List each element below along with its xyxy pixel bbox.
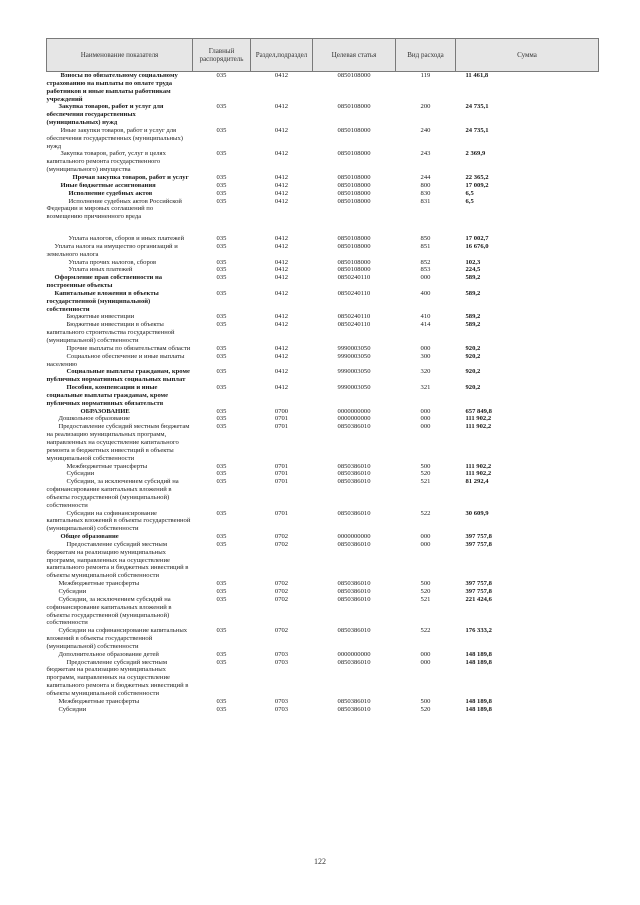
table-row (47, 510, 599, 534)
row-section: 0701 (274, 423, 289, 431)
row-amount: 920,2 (465, 368, 481, 376)
row-section: 0412 (274, 72, 289, 79)
row-article: 0850386010 (337, 595, 371, 603)
budget-table (46, 38, 599, 714)
page-number: 122 (314, 857, 326, 866)
row-section: 0702 (274, 540, 289, 548)
row-name: Субсидии на софинансирование капитальных вложений в объекты государственной (муниципальной) собственности (46, 627, 188, 650)
table-row (47, 596, 599, 627)
row-distributor: 035 (216, 580, 227, 588)
row-distributor: 035 (216, 368, 227, 376)
row-amount: 16 676,0 (465, 242, 489, 250)
row-name: Взносы по обязательному социальному страхованию на выплаты по оплате труда работников и иные выплаты работникам учреждений (46, 72, 178, 103)
row-name: Уплата прочих налогов, сборов (68, 258, 157, 266)
row-section: 0702 (274, 533, 289, 541)
row-name: ОБРАЗОВАНИЕ (80, 407, 130, 415)
row-name: Предоставление субсидий местным бюджетам на реализацию муниципальных программ, направленных на осуществление капитального ремонта и бюджетных инвестиций в объекты муниципальной собственности (46, 540, 189, 580)
row-name: Социальное обеспечение и иные выплаты населению (46, 352, 185, 368)
row-name: Закупка товаров, работ, услуг в целях капитального ремонта государственного (муниципального) имущества (46, 150, 166, 174)
row-article: 0850386010 (337, 462, 371, 470)
row-name: Субсидии, за исключением субсидий на софинансирование капитальных вложений в объекты государственной (муниципальной) собственности (46, 478, 179, 509)
row-distributor: 035 (216, 126, 227, 134)
table-row (47, 627, 599, 651)
row-section: 0701 (274, 470, 289, 478)
row-expense-type: 853 (420, 266, 431, 274)
row-name: Прочие выплаты по обязательствам области (66, 344, 191, 352)
row-name: Предоставление субсидий местным бюджетам на реализацию муниципальных программ, направленных на осуществление капитального ремонта и бюджетных инвестиций в объекты муниципальной собственности (46, 658, 189, 697)
row-distributor: 035 (216, 242, 227, 250)
row-amount: 920,2 (465, 384, 481, 392)
row-section: 0701 (274, 415, 289, 423)
row-article: 0850386010 (337, 580, 371, 588)
row-article: 0850108000 (337, 126, 371, 134)
row-distributor: 035 (216, 72, 227, 79)
row-name: Бюджетные инвестиции (66, 313, 135, 321)
row-section: 0701 (274, 478, 289, 486)
row-name: Социальные выплаты гражданам, кроме публичных нормативных социальных выплат (46, 368, 190, 384)
table-header (47, 39, 599, 72)
row-expense-type: 000 (420, 658, 431, 666)
row-name: Дошкольное образование (58, 415, 130, 423)
row-article: 0850386010 (337, 478, 371, 486)
row-amount: 148 189,8 (465, 697, 492, 705)
table-row (47, 470, 599, 478)
row-distributor: 035 (216, 289, 227, 297)
column-header-distributor: Главный распорядитель (193, 39, 251, 72)
row-amount: 17 002,7 (465, 235, 489, 243)
row-expense-type: 522 (420, 627, 431, 635)
row-section: 0412 (274, 274, 289, 282)
row-name: Закупка товаров, работ и услуг для обеспечения государственных (муниципальных) нужд (46, 103, 164, 127)
row-section: 0412 (274, 126, 289, 134)
row-article: 0850108000 (337, 197, 371, 205)
row-article: 0850240110 (337, 321, 371, 329)
row-article: 0850386010 (337, 588, 371, 595)
row-amount: 657 849,8 (465, 407, 492, 415)
table-row (47, 353, 599, 369)
row-article: 9990003050 (337, 384, 371, 392)
row-section: 0412 (274, 181, 289, 189)
table-row (47, 651, 599, 659)
row-distributor: 035 (216, 423, 227, 431)
row-section: 0412 (274, 289, 289, 297)
row-distributor: 035 (216, 470, 227, 478)
row-distributor: 035 (216, 173, 227, 181)
row-section: 0702 (274, 627, 289, 635)
table-row (47, 235, 599, 243)
row-section: 0701 (274, 509, 289, 517)
row-distributor: 035 (216, 627, 227, 635)
row-expense-type: 000 (420, 423, 431, 431)
row-article: 0850108000 (337, 181, 371, 189)
row-distributor: 035 (216, 650, 227, 658)
row-section: 0412 (274, 189, 289, 197)
table-row (47, 463, 599, 471)
column-header-amount: Сумма (456, 39, 599, 72)
table-row (47, 384, 599, 408)
table-row (47, 259, 599, 267)
row-distributor: 035 (216, 266, 227, 274)
row-name: Бюджетные инвестиции в объекты капитального строительства государственной (муниципальной) собственности (46, 321, 175, 344)
row-section: 0412 (274, 384, 289, 392)
row-article: 0850386010 (337, 423, 371, 431)
row-amount: 920,2 (465, 344, 481, 352)
row-expense-type: 830 (420, 189, 431, 197)
row-expense-type: 521 (420, 595, 431, 603)
table-row (47, 198, 599, 222)
row-distributor: 035 (216, 415, 227, 423)
row-article: 0850386010 (337, 697, 371, 705)
row-name: Капитальные вложения в объекты государственной (муниципальной) собственности (46, 289, 159, 313)
row-amount: 6,5 (465, 197, 474, 205)
row-amount: 2 369,9 (465, 150, 486, 158)
row-expense-type: 850 (420, 235, 431, 243)
row-amount: 589,2 (465, 313, 481, 321)
row-distributor: 035 (216, 344, 227, 352)
table-row (47, 698, 599, 706)
row-distributor: 035 (216, 150, 227, 158)
row-amount: 397 757,8 (465, 533, 492, 541)
row-amount: 24 735,1 (465, 103, 489, 111)
table-body (47, 72, 599, 714)
row-section: 0412 (274, 344, 289, 352)
row-distributor: 035 (216, 352, 227, 360)
row-amount: 11 461,8 (465, 72, 489, 79)
row-amount: 920,2 (465, 352, 481, 360)
table-row (47, 706, 599, 714)
row-amount: 111 902,2 (465, 415, 492, 423)
row-amount: 111 902,2 (465, 423, 492, 431)
row-name: Межбюджетные трансферты (58, 580, 140, 588)
row-section: 0703 (274, 650, 289, 658)
row-distributor: 035 (216, 705, 227, 713)
row-name: Иные бюджетные ассигнования (60, 181, 156, 189)
row-expense-type: 000 (420, 415, 431, 423)
table-row (47, 150, 599, 174)
row-expense-type: 000 (420, 407, 431, 415)
row-distributor: 035 (216, 697, 227, 705)
row-article: 0850108000 (337, 189, 371, 197)
row-expense-type: 500 (420, 462, 431, 470)
row-article: 9990003050 (337, 344, 371, 352)
row-distributor: 035 (216, 509, 227, 517)
table-row (47, 127, 599, 151)
row-distributor: 035 (216, 478, 227, 486)
row-expense-type: 244 (420, 173, 431, 181)
row-article: 0000000000 (337, 407, 371, 415)
row-distributor: 035 (216, 595, 227, 603)
row-name: Иные закупки товаров, работ и услуг для обеспечения государственных (муниципальных) нужд (46, 126, 183, 150)
table-row (47, 533, 599, 541)
row-name: Уплата налогов, сборов и иных платежей (68, 235, 184, 243)
row-article: 0850108000 (337, 266, 371, 274)
row-article: 0000000000 (337, 650, 371, 658)
row-amount: 111 902,2 (465, 470, 492, 478)
row-section: 0412 (274, 352, 289, 360)
row-distributor: 035 (216, 274, 227, 282)
row-article: 0850108000 (337, 258, 371, 266)
row-article: 0850108000 (337, 103, 371, 111)
row-name: Субсидии (58, 588, 87, 595)
table-row (47, 72, 599, 104)
row-section: 0412 (274, 103, 289, 111)
row-expense-type: 800 (420, 181, 431, 189)
table-row (47, 580, 599, 588)
table-row (47, 478, 599, 509)
row-amount: 221 424,6 (465, 595, 492, 603)
row-expense-type: 500 (420, 580, 431, 588)
row-distributor: 035 (216, 321, 227, 329)
row-distributor: 035 (216, 540, 227, 548)
row-distributor: 035 (216, 313, 227, 321)
row-amount: 102,3 (465, 258, 481, 266)
row-name: Оформление прав собственности на построенные объекты (46, 274, 163, 290)
row-expense-type: 000 (420, 533, 431, 541)
table-row (47, 243, 599, 259)
table-row (47, 415, 599, 423)
row-article: 0850386010 (337, 658, 371, 666)
row-name: Пособия, компенсации и иные социальные выплаты гражданам, кроме публичных нормативных обязательств (46, 384, 169, 407)
row-article: 0850108000 (337, 235, 371, 243)
row-section: 0703 (274, 705, 289, 713)
row-section: 0412 (274, 266, 289, 274)
row-distributor: 035 (216, 533, 227, 541)
row-amount: 176 333,2 (465, 627, 492, 635)
row-amount: 81 292,4 (465, 478, 489, 486)
table-row (47, 313, 599, 321)
row-section: 0703 (274, 658, 289, 666)
row-name: Межбюджетные трансферты (66, 462, 148, 470)
row-section: 0412 (274, 150, 289, 158)
row-amount: 17 009,2 (465, 181, 489, 189)
row-distributor: 035 (216, 658, 227, 666)
row-section: 0700 (274, 407, 289, 415)
row-expense-type: 851 (420, 242, 431, 250)
row-distributor: 035 (216, 189, 227, 197)
row-name: Уплата налога на имущество организаций и земельного налога (46, 242, 178, 258)
row-article: 0850108000 (337, 242, 371, 250)
column-header-article: Целевая статья (313, 39, 396, 72)
table-row (47, 345, 599, 353)
row-section: 0412 (274, 173, 289, 181)
row-expense-type: 321 (420, 384, 431, 392)
table-row (47, 274, 599, 290)
row-distributor: 035 (216, 588, 227, 595)
row-name: Предоставление субсидий местным бюджетам на реализацию муниципальных программ, направленных на осуществление капитального ремонта и бюджетных инвестиций в объекты муниципальной собственности (46, 423, 190, 462)
row-section: 0412 (274, 235, 289, 243)
row-name: Исполнение судебных актов Российской Федерации и мировых соглашений по возмещению причиненного вреда (46, 197, 182, 221)
row-amount: 224,5 (465, 266, 481, 274)
column-header-expense-type: Вид расхода (396, 39, 456, 72)
row-amount: 397 757,8 (465, 588, 492, 595)
table-row (47, 321, 599, 345)
row-distributor: 035 (216, 181, 227, 189)
row-expense-type: 500 (420, 697, 431, 705)
row-expense-type: 320 (420, 368, 431, 376)
row-section: 0703 (274, 697, 289, 705)
row-article: 0850240110 (337, 289, 371, 297)
row-article: 0850240110 (337, 313, 371, 321)
row-amount: 148 189,8 (465, 658, 492, 666)
row-expense-type: 240 (420, 126, 431, 134)
row-name: Общее образование (60, 533, 119, 541)
row-name: Межбюджетные трансферты (58, 697, 140, 705)
row-article: 0850108000 (337, 150, 371, 158)
row-expense-type: 243 (420, 150, 431, 158)
row-article: 9990003050 (337, 368, 371, 376)
row-amount: 148 189,8 (465, 705, 492, 713)
row-name: Дополнительное образование детей (58, 650, 159, 658)
row-name: Субсидии, за исключением субсидий на софинансирование капитальных вложений в объекты государственной (муниципальной) собственности (46, 595, 172, 627)
row-article: 0850386010 (337, 705, 371, 713)
row-expense-type: 520 (420, 470, 431, 478)
row-expense-type: 000 (420, 274, 431, 282)
table-row (47, 174, 599, 182)
row-expense-type: 000 (420, 540, 431, 548)
row-article: 0850386010 (337, 627, 371, 635)
row-section: 0702 (274, 588, 289, 595)
row-expense-type: 522 (420, 509, 431, 517)
row-section: 0702 (274, 595, 289, 603)
table-row (47, 190, 599, 198)
row-section: 0412 (274, 313, 289, 321)
row-distributor: 035 (216, 103, 227, 111)
row-section: 0412 (274, 197, 289, 205)
row-name: Субсидии (66, 470, 95, 478)
row-expense-type: 410 (420, 313, 431, 321)
row-article: 0850386010 (337, 540, 371, 548)
row-amount: 589,2 (465, 289, 481, 297)
row-expense-type: 831 (420, 197, 431, 205)
row-distributor: 035 (216, 407, 227, 415)
row-expense-type: 414 (420, 321, 431, 329)
row-article: 0000000000 (337, 415, 371, 423)
row-spacer (47, 221, 599, 235)
row-expense-type: 520 (420, 705, 431, 713)
table-row (47, 408, 599, 416)
table-row (47, 423, 599, 462)
row-amount: 148 189,8 (465, 650, 492, 658)
row-amount: 397 757,8 (465, 580, 492, 588)
row-article: 0850108000 (337, 72, 371, 79)
row-expense-type: 300 (420, 352, 431, 360)
row-amount: 24 735,1 (465, 126, 489, 134)
row-amount: 22 365,2 (465, 173, 489, 181)
table-row (47, 659, 599, 698)
table-row (47, 290, 599, 314)
column-header-section: Раздел,подраздел (251, 39, 313, 72)
row-section: 0412 (274, 242, 289, 250)
row-expense-type: 000 (420, 650, 431, 658)
table-row (47, 541, 599, 580)
row-amount: 111 902,2 (465, 462, 492, 470)
row-name: Исполнение судебных актов (68, 189, 153, 197)
row-name: Уплата иных платежей (68, 266, 133, 274)
row-distributor: 035 (216, 258, 227, 266)
row-distributor: 035 (216, 462, 227, 470)
row-article: 9990003050 (337, 352, 371, 360)
column-header-name: Наименование показателя (47, 39, 193, 72)
row-amount: 6,5 (465, 189, 474, 197)
row-expense-type: 000 (420, 344, 431, 352)
row-article: 0850240110 (337, 274, 371, 282)
row-distributor: 035 (216, 384, 227, 392)
row-section: 0412 (274, 368, 289, 376)
row-article: 0850386010 (337, 470, 371, 478)
row-expense-type: 852 (420, 258, 431, 266)
row-amount: 589,2 (465, 274, 481, 282)
row-article: 0850108000 (337, 173, 371, 181)
row-section: 0701 (274, 462, 289, 470)
table-row (47, 103, 599, 127)
row-name: Субсидии на софинансирование капитальных вложений в объекты государственной (муниципальной) собственности (46, 509, 191, 533)
row-section: 0412 (274, 321, 289, 329)
row-amount: 589,2 (465, 321, 481, 329)
row-expense-type: 200 (420, 103, 431, 111)
row-expense-type: 400 (420, 289, 431, 297)
row-amount: 30 609,9 (465, 509, 489, 517)
table-row (47, 182, 599, 190)
row-amount: 397 757,8 (465, 540, 492, 548)
row-expense-type: 521 (420, 478, 431, 486)
row-name: Субсидии (58, 705, 87, 713)
row-expense-type: 520 (420, 588, 431, 595)
table-row (47, 368, 599, 384)
row-distributor: 035 (216, 235, 227, 243)
row-article: 0850386010 (337, 509, 371, 517)
row-section: 0702 (274, 580, 289, 588)
table-row (47, 266, 599, 274)
row-section: 0412 (274, 258, 289, 266)
row-expense-type: 119 (420, 72, 431, 79)
table-row (47, 588, 599, 596)
row-name: Прочая закупка товаров, работ и услуг (72, 173, 189, 181)
row-article: 0000000000 (337, 533, 371, 541)
row-distributor: 035 (216, 197, 227, 205)
